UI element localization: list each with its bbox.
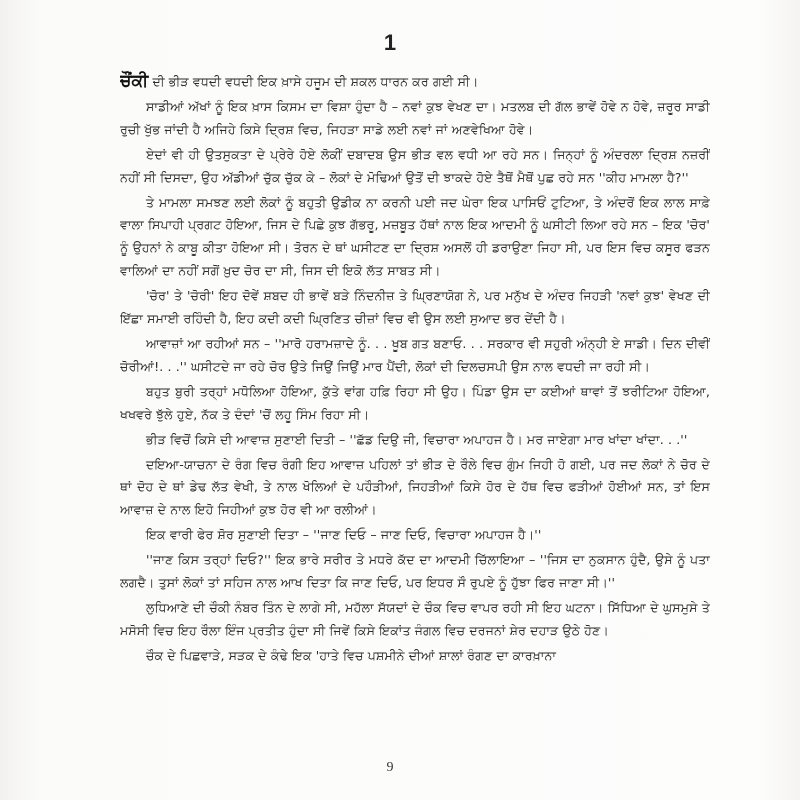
paragraph: ਬਹੁਤ ਬੁਰੀ ਤਰ੍ਹਾਂ ਮਧੋਲਿਆ ਹੋਇਆ, ਕੁੱਤੇ ਵਾਂਗ ਹਫ਼ਿ ਰਿਹਾ ਸੀ ਉਹ। ਪਿੰਡਾ ਉਸ ਦਾ ਕਈਆਂ ਥਾਵਾਂ ਤੋਂ ਝਰੀਟਿਆ ਹੋਇਆ, ਖਖਵਰੇ ਝੁੱਲੇ ਹੁਏ, ਨੱਕ ਤੇ ਦੰਦਾਂ 'ਚੋਂ ਲਹੂ ਸਿੰਮ ਰਿਹਾ ਸੀ। — [120, 383, 710, 422]
paragraph: ਦਇਆ-ਯਾਚਨਾ ਦੇ ਰੰਗ ਵਿਚ ਰੰਗੀ ਇਹ ਆਵਾਜ਼ ਪਹਿਲਾਂ ਤਾਂ ਭੀੜ ਦੇ ਰੌਲੇ ਵਿਚ ਗੁੰਮ ਜਿਹੀ ਹੋ ਗਈ, ਪਰ ਜਦ ਲੋਕਾਂ ਨੇ ਚੋਰ ਦੇ ਥਾਂ ਦੋਹ ਦੇ ਥਾਂ ਡੇਢ ਲੱਤ ਵੇਖੀ, ਤੇ ਨਾਲ ਖੋਲਿਆਂ ਦੇ ਪਹੌੜੀਆਂ, ਜਿਹੜੀਆਂ ਕਿਸੇ ਹੋਰ ਦੇ ਹੱਥ ਵਿਚ ਫੜੀਆਂ ਹੋਈਆਂ ਸਨ, ਤਾਂ ਇਸ ਆਵਾਜ਼ ਦੇ ਨਾਲ ਇਹੋ ਜਿਹੀਆਂ ਕੁਝ ਹੋਰ ਵੀ ਆ ਰਲੀਆਂ। — [120, 456, 710, 518]
paragraph: ਚੌਕ ਦੇ ਪਿਛਵਾੜੇ, ਸੜਕ ਦੇ ਕੰਢੇ ਇਕ 'ਹਾਤੇ ਵਿਚ ਪਸ਼ਮੀਨੇ ਦੀਆਂ ਸ਼ਾਲਾਂ ਰੰਗਣ ਦਾ ਕਾਰਖ਼ਾਨਾ — [146, 647, 557, 663]
chapter-number: 1 — [383, 30, 397, 55]
paragraph: ਏਦਾਂ ਵੀ ਹੀ ਉਤਸੁਕਤਾ ਦੇ ਪ੍ਰੇਰੇ ਹੋਏ ਲੋਕੀਂ ਦਬਾਦਬ ਉਸ ਭੀੜ ਵਲ ਵਧੀ ਆ ਰਹੇ ਸਨ। ਜਿਨ੍ਹਾਂ ਨੂੰ ਅੰਦਰਲਾ ਦ੍ਰਿਸ਼ ਨਜ਼ਰੀਂ ਨਹੀਂ ਸੀ ਦਿਸਦਾ, ਉਹ ਅੱਡੀਆਂ ਚੁੱਕ ਚੁੱਕ ਕੇ – ਲੋਕਾਂ ਦੇ ਮੋਢਿਆਂ ਉਤੋਂ ਦੀ ਝਾਕਦੇ ਹੋਏ ਤੈਥੋਂ ਮੈਥੋਂ ਪੁਛ ਰਹੇ ਸਨ ''ਕੀਹ ਮਾਮਲਾ ਹੈ?'' — [120, 146, 710, 185]
paragraph: ਇਕ ਵਾਰੀ ਫੇਰ ਸ਼ੋਰ ਸੁਣਾਈ ਦਿਤਾ – ''ਜਾਣ ਦਿਓ – ਜਾਣ ਦਿਓ, ਵਿਚਾਰਾ ਅਪਾਹਜ ਹੈ।'' — [146, 527, 542, 543]
chapter-text — [120, 70, 710, 760]
paragraph: ''ਜਾਣ ਕਿਸ ਤਰ੍ਹਾਂ ਦਿਓ?'' ਇਕ ਭਾਰੇ ਸਰੀਰ ਤੇ ਮਧਰੇ ਕੱਦ ਦਾ ਆਦਮੀ ਚਿੱਲਾਇਆ – ''ਜਿਸ ਦਾ ਨੁਕਸਾਨ ਹੁੰਦੈ, ਉਸੇ ਨੂੰ ਪਤਾ ਲਗਦੈ। ਤੁਸਾਂ ਲੋਕਾਂ ਤਾਂ ਸਹਿਜ ਨਾਲ ਆਖ ਦਿਤਾ ਕਿ ਜਾਣ ਦਿਓ, ਪਰ ਇਧਰ ਸੌ ਰੁਪਏ ਨੂੰ ਹੁੱਝਾ ਫਿਰ ਜਾਣਾ ਸੀ।'' — [120, 552, 710, 591]
page-number: 9 — [386, 760, 394, 775]
paragraph: ਭੀੜ ਵਿਚੋਂ ਕਿਸੇ ਦੀ ਆਵਾਜ਼ ਸੁਣਾਈ ਦਿਤੀ – ''ਛੱਡ ਦਿਉ ਜੀ, ਵਿਚਾਰਾ ਅਪਾਹਜ ਹੈ। ਮਰ ਜਾਏਗਾ ਮਾਰ ਖਾਂਦਾ ਖਾਂਦਾ. . .'' — [146, 431, 688, 447]
paragraph: 'ਚੋਰ' ਤੇ 'ਚੋਰੀ' ਇਹ ਦੋਵੇਂ ਸ਼ਬਦ ਹੀ ਭਾਵੇਂ ਬੜੇ ਨਿੰਦਨੀਜ਼ ਤੇ ਘ੍ਰਿਣਾਯੋਗ ਨੇ, ਪਰ ਮਨੁੱਖ ਦੇ ਅੰਦਰ ਜਿਹੜੀ 'ਨਵਾਂ ਕੁਝ' ਵੇਖਣ ਦੀ ਇੱਛਾ ਸਮਾਈ ਰਹਿੰਦੀ ਹੈ, ਇਹ ਕਦੀ ਕਦੀ ਘ੍ਰਿਣਿਤ ਚੀਜ਼ਾਂ ਵਿਚ ਵੀ ਉਸ ਲਈ ਸੁਆਦ ਭਰ ਦੇਂਦੀ ਹੈ। — [120, 288, 710, 327]
paragraph: ਲੁਧਿਆਣੇ ਦੀ ਚੌਕੀ ਨੰਬਰ ਤਿੰਨ ਦੇ ਲਾਗੇ ਸੀ, ਮਹੱਲਾ ਸੱਯਦਾਂ ਦੇ ਚੌਕ ਵਿਚ ਵਾਪਰ ਰਹੀ ਸੀ ਇਹ ਘਟਨਾ। ਸਿੱਧਿਆ ਦੇ ਘੁਸਮੁਸੇ ਤੇ ਮਸੋਸੀ ਵਿਚ ਇਹ ਰੌਲਾ ਇੰਜ ਪ੍ਰਤੀਤ ਹੁੰਦਾ ਸੀ ਜਿਵੇਂ ਕਿਸੇ ਇਕਾਂਤ ਜੰਗਲ ਵਿਚ ਦਰਜਨਾਂ ਸ਼ੇਰ ਦਹਾੜ ਉਠੇ ਹੋਣ। — [120, 599, 710, 638]
paragraph — [120, 70, 710, 94]
paragraph: ਆਵਾਜ਼ਾਂ ਆ ਰਹੀਆਂ ਸਨ – ''ਮਾਰੋ ਹਰਾਮਜ਼ਾਦੇ ਨੂੰ. . . ਖੂਬ ਗਤ ਬਣਾਓ. . . ਸਰਕਾਰ ਵੀ ਸਹੁਰੀ ਅੰਨ੍ਹੀ ਏ ਸਾਡੀ। ਦਿਨ ਦੀਵੀਂ ਚੋਰੀਆਂ!. . .'' ਘਸੀਟਦੇ ਜਾ ਰਹੇ ਚੋਰ ਉਤੇ ਜਿਉਂ ਜਿਉਂ ਮਾਰ ਪੈਂਦੀ, ਲੋਕਾਂ ਦੀ ਦਿਲਚਸਪੀ ਉਸ ਨਾਲ ਵਧਦੀ ਜਾ ਰਹੀ ਸੀ। — [120, 335, 710, 374]
first-word: ਚੌਂਕੀ — [120, 71, 149, 91]
paragraph: ਤੇ ਮਾਮਲਾ ਸਮਝਣ ਲਈ ਲੋਕਾਂ ਨੂੰ ਬਹੁਤੀ ਉਡੀਕ ਨਾ ਕਰਨੀ ਪਈ ਜਦ ਘੇਰਾ ਇਕ ਪਾਸਿਓਂ ਟੁਟਿਆ, ਤੇ ਅੰਦਰੋਂ ਇਕ ਲਾਲ ਸਾਫ਼ੇ ਵਾਲਾ ਸਿਪਾਹੀ ਪ੍ਰਗਟ ਹੋਇਆ, ਜਿਸ ਦੇ ਪਿਛੇ ਕੁਝ ਗੱਭਰੂ, ਮਜ਼ਬੂਤ ਹੱਥਾਂ ਨਾਲ ਇਕ ਆਦਮੀ ਨੂੰ ਘਸੀਟੀ ਲਿਆ ਰਹੇ ਸਨ – ਇਕ 'ਚੋਰ' ਨੂੰ ਉਹਨਾਂ ਨੇ ਕਾਬੂ ਕੀਤਾ ਹੋਇਆ ਸੀ। ਤੋਰਨ ਦੇ ਥਾਂ ਘਸੀਟਣ ਦਾ ਦ੍ਰਿਸ਼ ਅਸਲੋਂ ਹੀ ਡਰਾਉਣਾ ਜਿਹਾ ਸੀ, ਪਰ ਇਸ ਵਿਚ ਕਸੂਰ ਫੜਨ ਵਾਲਿਆਂ ਦਾ ਨਹੀਂ ਸਗੋਂ ਖ਼ੁਦ ਚੋਰ ਦਾ ਸੀ, ਜਿਸ ਦੀ ਇਕੋ ਲੱਤ ਸਾਬਤ ਸੀ। — [120, 194, 710, 279]
paragraph: ਸਾਡੀਆਂ ਅੱਖਾਂ ਨੂੰ ਇਕ ਖ਼ਾਸ ਕਿਸਮ ਦਾ ਵਿਸ਼ਾ ਹੁੰਦਾ ਹੈ – ਨਵਾਂ ਕੁਝ ਵੇਖਣ ਦਾ। ਮਤਲਬ ਦੀ ਗੱਲ ਭਾਵੇਂ ਹੋਵੇ ਨ ਹੋਵੇ, ਜ਼ਰੂਰ ਸਾਡੀ ਰੁਚੀ ਖੁੱਭ ਜਾਂਦੀ ਹੈ ਅਜਿਹੇ ਕਿਸੇ ਦ੍ਰਿਸ਼ ਵਿਚ, ਜਿਹੜਾ ਸਾਡੇ ਲਈ ਨਵਾਂ ਜਾਂ ਅਣਵੇਖਿਆ ਹੋਵੇ। — [120, 98, 710, 137]
paragraph-text: ਦੀ ਭੀੜ ਵਧਦੀ ਵਧਦੀ ਇਕ ਖ਼ਾਸੇ ਹਜੂਮ ਦੀ ਸ਼ਕਲ ਧਾਰਨ ਕਰ ਗਈ ਸੀ। — [148, 74, 479, 89]
